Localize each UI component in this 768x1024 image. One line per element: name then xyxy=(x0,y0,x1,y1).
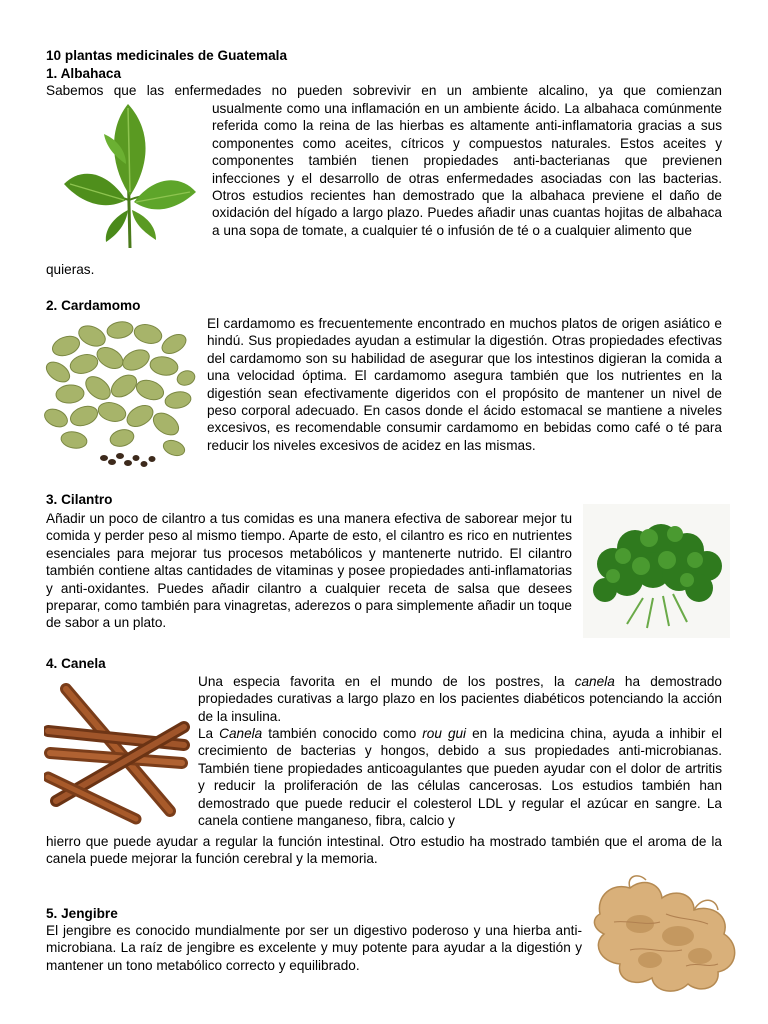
canela-paragraph-2-tail: hierro que puede ayudar a regular la función intestinal. Otro estudio ha mostrado también que el aroma de la canela puede mejorar la función cerebral y la memoria. xyxy=(46,834,722,867)
basil-image xyxy=(60,100,200,252)
section-heading-jengibre: 5. Jengibre xyxy=(46,906,118,921)
section-heading-canela: 4. Canela xyxy=(46,656,106,671)
jengibre-body: El jengibre es conocido mundialmente por ser un digestivo poderoso y una hierba anti-microbiana. La raíz de jengibre es excelente y muy potente para ayudar a la digestión y mantener un tono metabólico correcto y equilibrado. xyxy=(46,923,582,973)
document-title: 10 plantas medicinales de Guatemala xyxy=(46,48,288,63)
cardamom-image xyxy=(44,316,196,470)
section-heading-albahaca: 1. Albahaca xyxy=(46,66,122,81)
section-heading-cilantro: 3. Cilantro xyxy=(46,492,113,507)
albahaca-tail: quieras. xyxy=(46,262,95,277)
section-heading-cardamomo: 2. Cardamomo xyxy=(46,298,141,313)
albahaca-body: usualmente como una inflamación en un ambiente ácido. La albahaca comúnmente referida como la reina de las hierbas es altamente anti-inflamatoria gracias a sus componentes como aceites, cítricos y compuestos naturales. Estos aceites y componentes también tienen propiedades anti-bacterianas que previenen infecciones y el desarrollo de otras enfermedades asociadas con las bacterias. Otros estudios recientes han demostrado que la albahaca previene el daño de oxidación del hígado a largo plazo. Puedes añadir unas cuantas hojitas de albahaca a una sopa de tomate, a cualquier té o infusión de té o a cualquier alimento que xyxy=(212,101,722,238)
albahaca-intro: Sabemos que las enfermedades no pueden sobrevivir en un ambiente alcalino, ya que comienzan xyxy=(46,83,722,98)
ginger-image xyxy=(590,874,746,994)
cilantro-body: Añadir un poco de cilantro a tus comidas es una manera efectiva de saborear mejor tu comida y perder peso al mismo tiempo. Aparte de esto, el cilantro es rico en nutrientes esenciales para mejorar tus procesos metabólicos y mantenerte nutrido. El cilantro también contiene altas cantidades de vitaminas y posee propiedades anti-inflamatorias y anti-oxidantes. Puedes añadir cilantro a cualquier receta de salsa que desees preparar, como también para vinagretas, aderezos o para simplemente añadir un toque de sabor a un plato. xyxy=(46,511,572,631)
canela-paragraph-2: La Canela también conocido como rou gui en la medicina china, ayuda a inhibir el crecimiento de bacterias y hongos, debido a sus propiedades anti-microbianas. También tiene propiedades anticoagulantes que pueden ayudar con el dolor de artritis y reducir la proliferación de las células cancerosas. Los estudios también han demostrado que puede reducir el colesterol LDL y regular el azúcar en sangre. La canela contiene manganeso, fibra, calcio y xyxy=(198,726,722,829)
cilantro-image xyxy=(583,504,730,638)
cardamomo-body: El cardamomo es frecuentemente encontrado en muchos platos de origen asiático e hindú. Sus propiedades ayudan a estimular la digestión. Otras propiedades efectivas del cardamomo son su habilidad de asegurar que los intestinos digieran la comida a una velocidad óptima. El cardamomo asegura también que los nutrientes en la digestión sean efectivamente digeridos con el propósito de mantener un nivel de peso corporal adecuado. En casos donde el ácido estomacal se mantiene a niveles excesivos, es recomendable consumir cardamomo en bebidas como café o té para reducir los niveles excesivos de acidez en las mismas. xyxy=(207,316,722,453)
cinnamon-image xyxy=(44,683,190,825)
canela-paragraph-1: Una especia favorita en el mundo de los postres, la canela ha demostrado propiedades curativas a largo plazo en los pacientes diabéticos potenciando la acción de la insulina. xyxy=(198,674,722,724)
